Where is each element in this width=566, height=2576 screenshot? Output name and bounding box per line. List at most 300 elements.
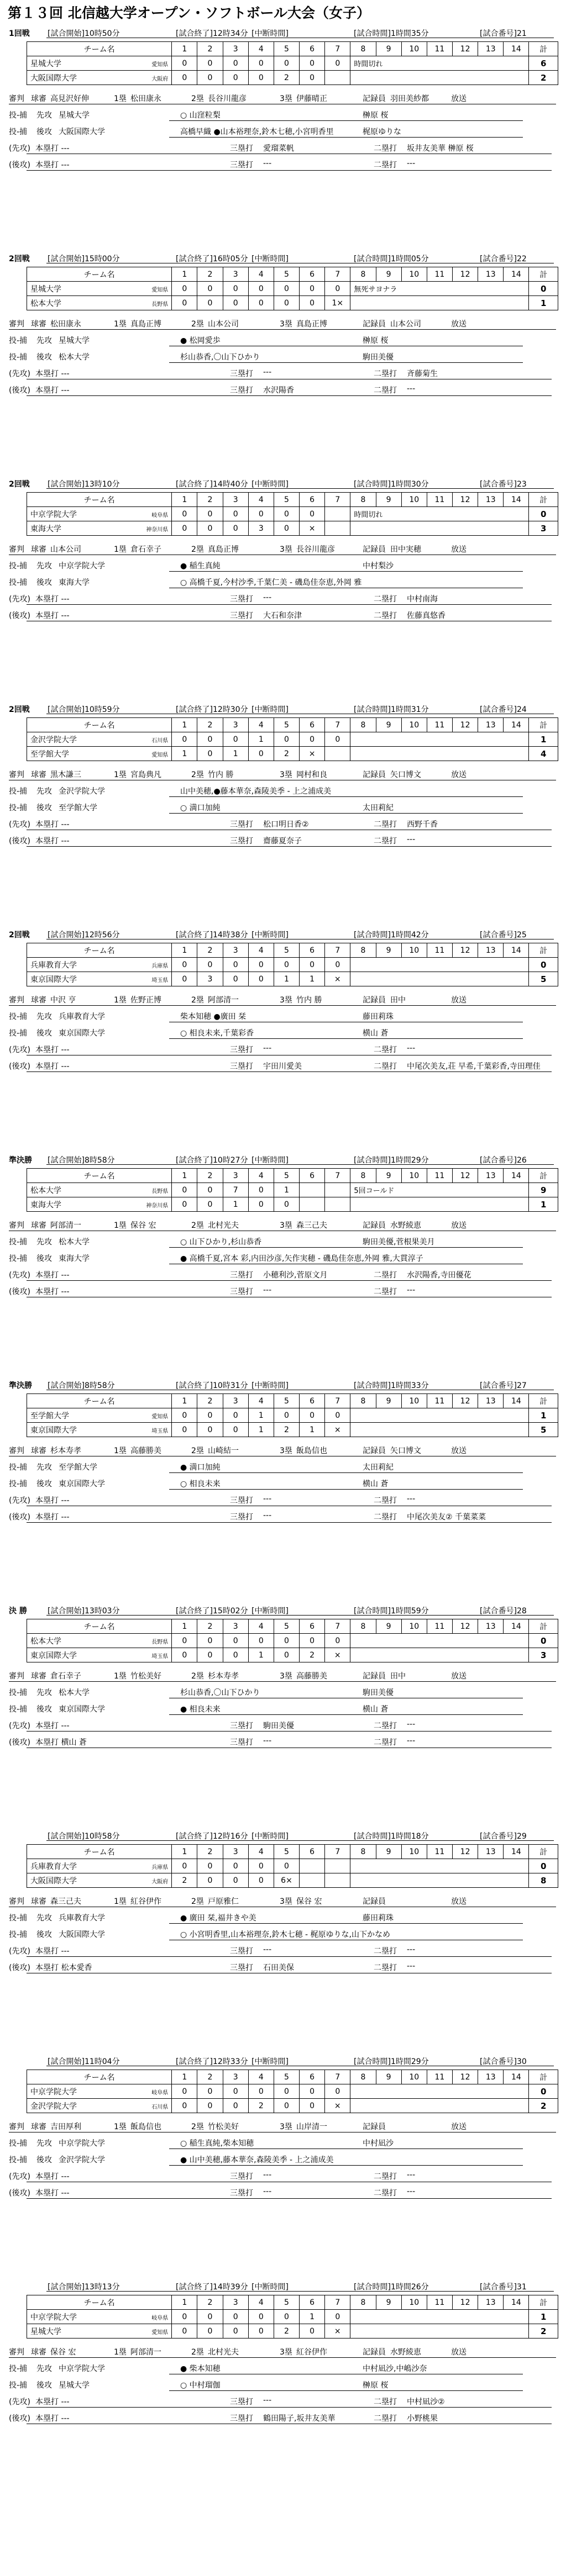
inning-score: 1 [248,1648,274,1662]
inning-score: 0 [300,1408,325,1423]
inning-head: 14 [504,42,529,56]
scoreboard [27,717,558,761]
end-time: [試合終了]14時38分 [176,931,248,939]
suspend-time: [中断時間] [251,255,289,263]
end-time: [試合終了]16時05分 [176,255,248,263]
team-total: 4 [529,747,558,761]
rule-line [169,796,523,797]
inning-head: 2 [197,2070,223,2084]
team-name-cell: 松本大学 長野県 [27,296,172,310]
pitcher-first: 投-捕 先攻 松本大学 杉山恭香,〇山下ひかり 駒田美優 [9,1688,394,1697]
inning-head: 9 [376,943,401,958]
umpire-row: 審判 球審 中沢 亨 1塁 佐野正博 2塁 阿部清一 3塁 竹内 勝 記録員 田中 放送 [9,996,467,1005]
suspend-time: [中断時間] [251,705,289,714]
pitcher-first: 投-捕 先攻 星城大学 ○ 山窪粒梨 榊原 桜 [9,111,389,120]
inning-head: 10 [401,2070,427,2084]
hits-second: (後攻) 本塁打 --- 三塁打 --- 二塁打 中尾次美友② 千葉菜菜 [9,1511,486,1522]
team-name-cell: 兵庫教育大学 兵庫県 [27,1859,172,1873]
team-pref: 兵庫県 [151,963,169,969]
hits-second: (後攻) 本塁打 --- 三塁打 --- 二塁打 --- [9,1286,416,1296]
rule-line [169,1247,523,1248]
team-row [27,2324,558,2339]
inning-score: 0 [223,1859,248,1873]
inning-score: 0 [325,2084,350,2099]
inning-score: 0 [248,1197,274,1212]
rule-line [27,170,552,171]
team-name-cell: 東京国際大学 埼玉県 [27,1648,172,1662]
inning-head: 1 [172,493,197,507]
suspend-time: [中断時間] [251,2057,289,2066]
info-underline [46,1164,554,1165]
end-time: [試合終了]10時27分 [176,1156,248,1165]
inning-head: 13 [478,718,504,732]
inning-head: 14 [504,1619,529,1634]
inning-head: 8 [350,267,376,282]
team-row [27,1859,558,1873]
game-note [350,2310,529,2324]
scoreboard-header [27,493,558,507]
inning-score: 0 [172,296,197,310]
rule-line [27,2198,552,2199]
team-pref: 神奈川県 [146,527,169,533]
inning-score: 0 [223,296,248,310]
team-total: 9 [529,1183,558,1197]
inning-head: 3 [223,1845,248,1859]
inning-head: 1 [172,1394,197,1408]
game-note [350,1859,529,1873]
inning-score: 1 [248,1423,274,1437]
inning-score: 0 [248,56,274,71]
start-time: [試合開始]8時58分 [48,1381,115,1390]
inning-score: 1× [325,296,350,310]
team-total: 0 [529,282,558,296]
inning-score: 0 [248,747,274,761]
umpire-row: 審判 球審 保谷 宏 1塁 阿部清一 2塁 北村光夫 3塁 紅谷伊作 記録員 水野綾恵 放送 [9,2348,467,2357]
inning-score [325,747,350,761]
inning-score: 0 [223,2324,248,2339]
team-pref: 長野県 [151,302,169,308]
inning-head: 14 [504,493,529,507]
team-total: 2 [529,2099,558,2113]
team-name-cell: 至学館大学 愛知県 [27,747,172,761]
team-total: 8 [529,1873,558,1888]
team-pref: 岐阜県 [151,2090,169,2096]
inning-head: 14 [504,943,529,958]
inning-head: 8 [350,2295,376,2310]
inning-score: 0 [172,1859,197,1873]
inning-head: 1 [172,42,197,56]
game-note [350,1408,529,1423]
pitcher-second: 投-捕 後攻 東海大学 ○ 高橋千夏,今村沙季,千葉仁美 - 磯島佳奈恵,外岡 雅 [9,578,362,587]
pitcher-first: 投-捕 先攻 兵庫教育大学 柴本知穂 ●廣田 栞 藤田莉珠 [9,1012,394,1021]
pitcher-second: 投-捕 後攻 大阪国際大学 高橋早織 ●山本裕理奈,鈴木七穂,小宮明香里 梶原ゆりな [9,128,401,136]
inning-score: 0 [325,1408,350,1423]
inning-score: 0 [274,296,299,310]
page-title: 第１３回 北信越大学オープン・ソフトボール大会（女子） [8,5,370,21]
team-name-cell: 大阪国際大学 大阪府 [27,1873,172,1888]
inning-head: 14 [504,718,529,732]
rule-line [27,604,552,605]
umpire-row: 審判 球審 高見沢好伸 1塁 松田康永 2塁 長谷川龍彦 3塁 伊藤晴正 記録員 羽田美紗都 放送 [9,94,467,103]
team-pref: 岐阜県 [151,2315,169,2321]
inning-score: 0 [248,296,274,310]
inning-head: 9 [376,1845,401,1859]
inning-head: 10 [401,42,427,56]
inning-head: 14 [504,267,529,282]
inning-head: 13 [478,1845,504,1859]
team-name-cell: 至学館大学 愛知県 [27,1408,172,1423]
team-pref: 愛知県 [151,2330,169,2336]
suspend-time: [中断時間] [251,29,289,38]
team-pref: 大阪府 [151,76,169,82]
round-label: 1回戦 [9,29,30,38]
total-header: 計 [529,943,558,958]
scoreboard-header [27,1845,558,1859]
game-block [0,478,566,724]
scoreboard [27,1844,558,1888]
team-row [27,958,558,972]
inning-head: 10 [401,493,427,507]
team-pref: 埼玉県 [151,1428,169,1434]
inning-head: 3 [223,718,248,732]
game-number: [試合番号]21 [480,29,527,38]
team-header: チーム名 [27,943,172,958]
game-note [350,1423,529,1437]
game-note [350,2084,529,2099]
inning-score: 1 [300,972,325,986]
game-number: [試合番号]24 [480,705,527,714]
end-time: [試合終了]14時40分 [176,480,248,489]
inning-score: 0 [197,1183,223,1197]
inning-head: 12 [453,1619,478,1634]
game-block [0,1830,566,2076]
team-pref: 埼玉県 [151,1654,169,1660]
scoreboard-header [27,2070,558,2084]
inning-score: 1 [300,2310,325,2324]
hits-first: (先攻) 本塁打 --- 三塁打 愛瑠菜帆 二塁打 坂井友美華 榊原 桜 [9,144,474,153]
inning-head: 10 [401,1394,427,1408]
round-label: 2回戦 [9,931,30,939]
inning-score: 0 [172,972,197,986]
game-note [350,1634,529,1648]
inning-score: × [300,747,325,761]
total-header: 計 [529,493,558,507]
inning-head: 5 [274,1169,299,1183]
pitcher-second: 投-捕 後攻 大阪国際大学 ○ 小宮明香里,山本裕理奈,鈴木七穂 - 梶原ゆりな,山下かなめ [9,1930,390,1939]
inning-head: 9 [376,718,401,732]
end-time: [試合終了]12時34分 [176,29,248,38]
inning-head: 1 [172,943,197,958]
inning-score: 1 [274,1183,299,1197]
inning-head: 12 [453,493,478,507]
inning-score: 0 [274,56,299,71]
inning-score: 0 [197,732,223,747]
start-time: [試合開始]13時03分 [48,1607,120,1616]
inning-head: 2 [197,1619,223,1634]
game-block [0,704,566,949]
round-label: 2回戦 [9,705,30,714]
inning-score: 0 [274,1197,299,1212]
inning-head: 2 [197,943,223,958]
team-total: 1 [529,1408,558,1423]
inning-head: 8 [350,1169,376,1183]
team-row [27,747,558,761]
inning-head: 13 [478,1394,504,1408]
inning-head: 2 [197,718,223,732]
inning-score: 0 [223,71,248,85]
inning-score [325,1197,350,1212]
inning-head: 2 [197,1394,223,1408]
inning-score: × [325,2099,350,2113]
inning-head: 7 [325,943,350,958]
inning-head: 3 [223,493,248,507]
inning-score: 0 [172,1648,197,1662]
pitcher-second: 投-捕 後攻 至学館大学 ○ 満口加純 太田莉紀 [9,804,394,812]
inning-score: 2 [274,1423,299,1437]
rule-line [169,2165,523,2166]
inning-score: 2 [300,1648,325,1662]
team-row [27,2084,558,2099]
team-pref: 石川県 [151,738,169,744]
rule-line [9,2357,556,2358]
game-note [350,2324,529,2339]
hits-first: (先攻) 本塁打 --- 三塁打 --- 二塁打 --- [9,1044,416,1054]
inning-score: 0 [223,282,248,296]
inning-head: 5 [274,2295,299,2310]
end-time: [試合終了]12時30分 [176,705,248,714]
pitcher-first: 投-捕 先攻 至学館大学 ● 満口加純 太田莉紀 [9,1463,394,1472]
inning-head: 4 [248,1169,274,1183]
inning-head: 5 [274,718,299,732]
game-note [350,972,529,986]
inning-score: 0 [300,732,325,747]
inning-head: 3 [223,943,248,958]
scoreboard [27,1619,558,1662]
rule-line [9,329,556,330]
inning-head: 11 [427,943,452,958]
team-row [27,282,558,296]
game-block [0,1154,566,1400]
inning-head: 1 [172,1169,197,1183]
inning-score [300,1873,325,1888]
inning-score: 1 [248,1408,274,1423]
inning-score: 0 [300,2084,325,2099]
total-header: 計 [529,1169,558,1183]
pitcher-second: 投-捕 後攻 東京国際大学 ○ 相良未来 横山 蒼 [9,1480,389,1488]
team-row [27,972,558,986]
inning-score: 0 [300,56,325,71]
scoreboard [27,2070,558,2113]
inning-head: 3 [223,1619,248,1634]
inning-head: 14 [504,1845,529,1859]
inning-score: 0 [223,56,248,71]
total-header: 計 [529,2295,558,2310]
round-label: 2回戦 [9,480,30,489]
inning-head: 5 [274,1394,299,1408]
inning-head: 6 [300,2070,325,2084]
team-row [27,1197,558,1212]
game-duration: [試合時間]1時間29分 [354,2057,429,2066]
inning-head: 3 [223,1169,248,1183]
pitcher-first: 投-捕 先攻 中京学院大学 ● 柴本知穂 中村凪沙,中嶋沙奈 [9,2364,427,2373]
hits-first: (先攻) 本塁打 --- 三塁打 --- 二塁打 中村凪沙② [9,2396,445,2406]
inning-score: 0 [274,2099,299,2113]
inning-head: 6 [300,943,325,958]
inning-score: 2 [172,1873,197,1888]
scoreboard-header [27,1169,558,1183]
umpire-row: 審判 球審 山本公司 1塁 倉石幸子 2塁 真島正博 3塁 長谷川龍彦 記録員 田中実穂 放送 [9,545,467,554]
inning-head: 14 [504,1394,529,1408]
team-header: チーム名 [27,1169,172,1183]
game-duration: [試合時間]1時間59分 [354,1607,429,1616]
rule-line [169,362,523,363]
inning-score: 1 [300,1423,325,1437]
inning-score [325,521,350,536]
team-name-cell: 東海大学 神奈川県 [27,521,172,536]
team-row [27,1648,558,1662]
team-total: 0 [529,958,558,972]
inning-head: 2 [197,2295,223,2310]
hits-first: (先攻) 本塁打 --- 三塁打 小穂利沙,菅原文月 二塁打 水沢陽香,寺田優花 [9,1271,471,1280]
inning-score: 0 [300,1634,325,1648]
team-total: 2 [529,71,558,85]
umpire-row: 審判 球審 森三己夫 1塁 紅谷伊作 2塁 戸原雅仁 3塁 保谷 宏 記録員 放送 [9,1897,467,1906]
team-pref: 埼玉県 [151,978,169,984]
rule-line [27,846,552,847]
team-header: チーム名 [27,1394,172,1408]
inning-head: 1 [172,718,197,732]
pitcher-first: 投-捕 先攻 星城大学 ● 松岡愛歩 榊原 桜 [9,336,389,345]
inning-score: 0 [274,2310,299,2324]
inning-score: 0 [172,56,197,71]
inning-score: 0 [197,282,223,296]
info-underline [46,488,554,489]
suspend-time: [中断時間] [251,2283,289,2292]
inning-head: 12 [453,2070,478,2084]
team-pref: 長野県 [151,1189,169,1195]
team-total: 0 [529,1634,558,1648]
rule-line [27,1956,552,1957]
inning-score [300,1183,325,1197]
inning-head: 2 [197,42,223,56]
inning-head: 2 [197,267,223,282]
inning-score: 0 [172,732,197,747]
team-row [27,71,558,85]
inning-head: 11 [427,493,452,507]
inning-score: 0 [197,1197,223,1212]
inning-score: 0 [197,958,223,972]
start-time: [試合開始]11時04分 [48,2057,120,2066]
inning-score: 1 [223,1197,248,1212]
inning-head: 13 [478,943,504,958]
pitcher-first: 投-捕 先攻 兵庫教育大学 ● 廣田 栞,福井きや美 藤田莉珠 [9,1914,394,1923]
inning-score: 0 [274,507,299,521]
start-time: [試合開始]10時58分 [48,1832,120,1841]
inning-score: 0 [223,1423,248,1437]
inning-score: 0 [172,2099,197,2113]
end-time: [試合終了]12時16分 [176,1832,248,1841]
team-name-cell: 星城大学 愛知県 [27,2324,172,2339]
inning-head: 4 [248,1619,274,1634]
inning-score: 0 [172,1634,197,1648]
inning-score: 0 [223,732,248,747]
pitcher-first: 投-捕 先攻 金沢学院大学 山中美穂,●藤本華奈,森陵美季 - 上之浦成美 [9,787,332,796]
inning-score: 3 [248,521,274,536]
inning-head: 11 [427,267,452,282]
game-block [0,28,566,273]
inning-head: 5 [274,267,299,282]
rule-line [27,1280,552,1281]
inning-score: 0 [248,71,274,85]
inning-score: × [325,1648,350,1662]
inning-head: 4 [248,943,274,958]
inning-score: 0 [325,2310,350,2324]
team-name-cell: 金沢学院大学 石川県 [27,2099,172,2113]
round-label: 2回戦 [9,255,30,263]
start-time: [試合開始]13時10分 [48,480,120,489]
game-number: [試合番号]31 [480,2283,527,2292]
inning-score: 0 [248,2084,274,2099]
suspend-time: [中断時間] [251,931,289,939]
team-total: 5 [529,1423,558,1437]
team-name-cell: 中京学院大学 岐阜県 [27,507,172,521]
inning-score: 0 [223,1873,248,1888]
inning-head: 12 [453,1169,478,1183]
inning-score: 0 [274,1634,299,1648]
inning-head: 8 [350,1619,376,1634]
inning-score [300,1197,325,1212]
inning-score: 0 [197,1423,223,1437]
team-row [27,1183,558,1197]
team-name-cell: 金沢学院大学 石川県 [27,732,172,747]
scoreboard [27,492,558,536]
inning-score: 0 [248,2310,274,2324]
inning-head: 10 [401,1845,427,1859]
inning-head: 8 [350,42,376,56]
suspend-time: [中断時間] [251,1832,289,1841]
pitcher-second: 投-捕 後攻 金沢学院大学 ● 山中美穂,藤本華奈,森陵美季 - 上之浦成美 [9,2156,334,2165]
total-header: 計 [529,2070,558,2084]
game-note [350,296,529,310]
inning-head: 7 [325,1845,350,1859]
inning-score: 0 [172,2324,197,2339]
inning-score: 0 [223,1634,248,1648]
inning-head: 11 [427,1169,452,1183]
team-header: チーム名 [27,493,172,507]
game-number: [試合番号]30 [480,2057,527,2066]
umpire-row: 審判 球審 松田康永 1塁 真島正博 2塁 山本公司 3塁 真島正博 記録員 山本公司 放送 [9,320,467,329]
game-number: [試合番号]28 [480,1607,527,1616]
inning-score: 0 [248,1873,274,1888]
scoreboard [27,41,558,85]
pitcher-first: 投-捕 先攻 中京学院大学 ● 稲生真純 中村梨沙 [9,562,394,571]
inning-score: 0 [197,2099,223,2113]
team-row [27,1423,558,1437]
inning-score: 0 [223,1408,248,1423]
hits-first: (先攻) 本塁打 --- 三塁打 駒田美優 二塁打 --- [9,1720,416,1730]
rule-line [169,2390,523,2391]
team-total: 1 [529,732,558,747]
team-name-cell: 中京学院大学 岐阜県 [27,2310,172,2324]
inning-head: 7 [325,718,350,732]
inning-score: 0 [248,972,274,986]
end-time: [試合終了]15時02分 [176,1607,248,1616]
suspend-time: [中断時間] [251,1381,289,1390]
team-row [27,507,558,521]
team-name-cell: 東京国際大学 埼玉県 [27,972,172,986]
scoreboard [27,267,558,310]
scoreboard-header [27,1619,558,1634]
